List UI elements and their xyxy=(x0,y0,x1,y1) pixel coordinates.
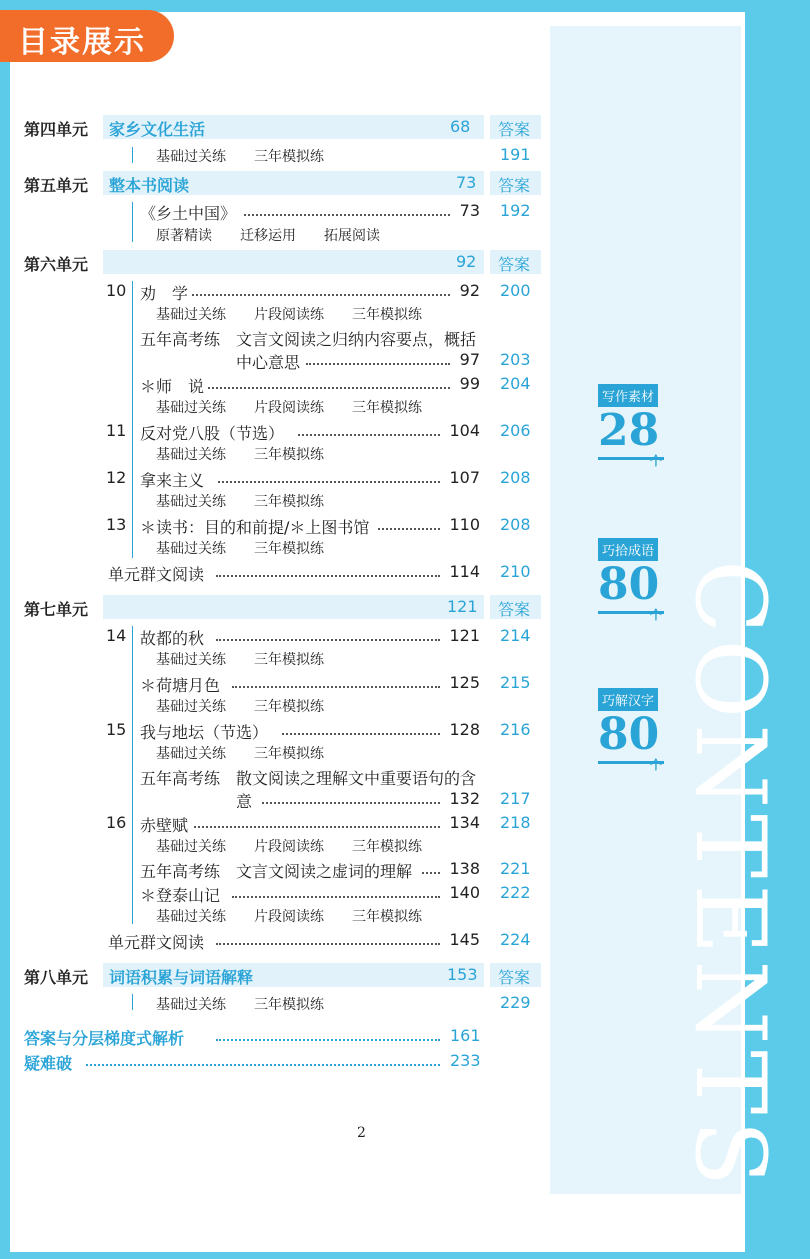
page-number: 2 xyxy=(357,1125,366,1141)
badge-characters xyxy=(598,688,664,772)
difficulty-section[interactable]: 疑难破 xyxy=(24,1054,73,1073)
unit-page: 92 xyxy=(456,252,477,271)
lesson-page: 140 xyxy=(449,883,480,902)
answer-page: 229 xyxy=(500,993,531,1012)
practice-list: 基础过关练 三年模拟练 xyxy=(156,997,324,1013)
answer-page: 216 xyxy=(500,720,531,739)
lesson-page: 121 xyxy=(449,626,480,645)
exam-topic-cont: 意 xyxy=(236,792,253,811)
answer-page: 204 xyxy=(500,374,531,393)
lesson-title[interactable]: 赤壁赋 xyxy=(140,816,189,835)
practice-list: 基础过关练 片段阅读练 三年模拟练 xyxy=(156,909,422,925)
practice-list: 基础过关练 三年模拟练 xyxy=(156,149,324,165)
lesson-page: 125 xyxy=(449,673,480,692)
lesson-page: 114 xyxy=(449,562,480,581)
unit-page: 121 xyxy=(447,597,478,616)
practice-list: 原著精读 迁移运用 拓展阅读 xyxy=(156,228,380,244)
exam-label: 五年高考练 xyxy=(140,862,221,881)
lesson-page: 134 xyxy=(449,813,480,832)
answer-page: 208 xyxy=(500,468,531,487)
exam-topic-cont: 中心意思 xyxy=(236,353,301,372)
answer-label: 答案 xyxy=(498,120,531,139)
answer-page: 218 xyxy=(500,813,531,832)
answer-page: 214 xyxy=(500,626,531,645)
lesson-title[interactable]: 劝 学 xyxy=(140,284,189,303)
lesson-page: 132 xyxy=(449,789,480,808)
unit-title: 词语积累与词语解释 xyxy=(109,968,254,987)
answer-page: 210 xyxy=(500,562,531,581)
exam-topic[interactable]: 散文阅读之理解文中重要语句的含 xyxy=(236,769,477,788)
exam-label: 五年高考练 xyxy=(140,330,221,349)
badge-tag: 巧拾成语 xyxy=(598,538,658,561)
answer-label: 答案 xyxy=(498,968,531,987)
answer-page: 224 xyxy=(500,930,531,949)
badge-tag: 巧解汉字 xyxy=(598,688,658,711)
unit-row[interactable] xyxy=(0,115,750,139)
unit-page: 73 xyxy=(456,173,477,192)
contents-watermark: CONTENTS xyxy=(674,560,786,1193)
unit-row[interactable] xyxy=(0,171,750,195)
lesson-number: 13 xyxy=(106,515,127,534)
badge-idioms xyxy=(598,538,664,622)
unit-label: 第五单元 xyxy=(24,176,89,195)
group-reading[interactable]: 单元群文阅读 xyxy=(108,933,205,952)
practice-list: 基础过关练 三年模拟练 xyxy=(156,746,324,762)
lesson-page: 92 xyxy=(459,281,480,300)
badge-number: 80 个 xyxy=(598,709,663,772)
answer-page: 217 xyxy=(500,789,531,808)
lesson-title[interactable]: ＊荷塘月色 xyxy=(140,676,221,695)
lesson-number: 15 xyxy=(106,720,127,739)
practice-list: 基础过关练 三年模拟练 xyxy=(156,652,324,668)
badge-writing-material xyxy=(598,384,664,468)
lesson-page: 110 xyxy=(449,515,480,534)
answer-label: 答案 xyxy=(498,176,531,195)
lesson-number: 11 xyxy=(106,421,127,440)
unit-label: 第四单元 xyxy=(24,120,89,139)
exam-topic[interactable]: 文言文阅读之虚词的理解 xyxy=(236,862,413,881)
lesson-title[interactable]: 故都的秋 xyxy=(140,629,205,648)
lesson-title[interactable]: 我与地坛（节选） xyxy=(140,723,269,742)
unit-page: 68 xyxy=(450,117,471,136)
page-title: 目录展示 xyxy=(18,25,146,60)
unit-title: 整本书阅读 xyxy=(109,176,190,195)
lesson-title[interactable]: 《乡土中国》 xyxy=(140,204,237,223)
practice-list: 基础过关练 片段阅读练 三年模拟练 xyxy=(156,839,422,855)
lesson-page: 97 xyxy=(459,350,480,369)
answer-page: 221 xyxy=(500,859,531,878)
lesson-number: 14 xyxy=(106,626,127,645)
answer-page: 208 xyxy=(500,515,531,534)
exam-topic[interactable]: 文言文阅读之归纳内容要点，概括 xyxy=(236,330,477,349)
lesson-page: 107 xyxy=(449,468,480,487)
lesson-number: 10 xyxy=(106,281,127,300)
answer-page: 203 xyxy=(500,350,531,369)
lesson-page: 145 xyxy=(449,930,480,949)
unit-page: 153 xyxy=(447,965,478,984)
exam-label: 五年高考练 xyxy=(140,769,221,788)
page-title-tab xyxy=(0,10,174,62)
badge-number: 80 个 xyxy=(598,559,663,622)
practice-list: 基础过关练 三年模拟练 xyxy=(156,541,324,557)
unit-row[interactable] xyxy=(0,963,750,987)
lesson-page: 73 xyxy=(459,201,480,220)
lesson-page: 104 xyxy=(449,421,480,440)
practice-list: 基础过关练 片段阅读练 三年模拟练 xyxy=(156,400,422,416)
lesson-title[interactable]: 拿来主义 xyxy=(140,471,205,490)
practice-list: 基础过关练 三年模拟练 xyxy=(156,494,324,510)
answer-page: 191 xyxy=(500,145,531,164)
answer-page: 222 xyxy=(500,883,531,902)
lesson-title[interactable]: ＊读书：目的和前提/＊上图书馆 xyxy=(140,518,370,537)
answer-section[interactable]: 答案与分层梯度式解析 xyxy=(24,1029,185,1048)
unit-title: 家乡文化生活 xyxy=(109,120,206,139)
practice-list: 基础过关练 三年模拟练 xyxy=(156,447,324,463)
answer-section-page: 161 xyxy=(450,1026,481,1045)
lesson-title[interactable]: ＊师 说 xyxy=(140,377,205,396)
lesson-title[interactable]: ＊登泰山记 xyxy=(140,886,221,905)
badge-number: 28 个 xyxy=(598,405,663,468)
lesson-title[interactable]: 反对党八股（节选） xyxy=(140,424,285,443)
answer-page: 206 xyxy=(500,421,531,440)
difficulty-section-page: 233 xyxy=(450,1051,481,1070)
answer-page: 215 xyxy=(500,673,531,692)
answer-label: 答案 xyxy=(498,600,531,619)
answer-page: 200 xyxy=(500,281,531,300)
lesson-page: 99 xyxy=(459,374,480,393)
unit-row[interactable] xyxy=(0,250,750,274)
lesson-page: 138 xyxy=(449,859,480,878)
answer-page: 192 xyxy=(500,201,531,220)
lesson-number: 16 xyxy=(106,813,127,832)
practice-list: 基础过关练 片段阅读练 三年模拟练 xyxy=(156,307,422,323)
unit-label: 第七单元 xyxy=(24,600,89,619)
badge-tag: 写作素材 xyxy=(598,384,658,407)
answer-label: 答案 xyxy=(498,255,531,274)
lesson-number: 12 xyxy=(106,468,127,487)
group-reading[interactable]: 单元群文阅读 xyxy=(108,565,205,584)
unit-label: 第六单元 xyxy=(24,255,89,274)
unit-label: 第八单元 xyxy=(24,968,89,987)
practice-list: 基础过关练 三年模拟练 xyxy=(156,699,324,715)
lesson-page: 128 xyxy=(449,720,480,739)
